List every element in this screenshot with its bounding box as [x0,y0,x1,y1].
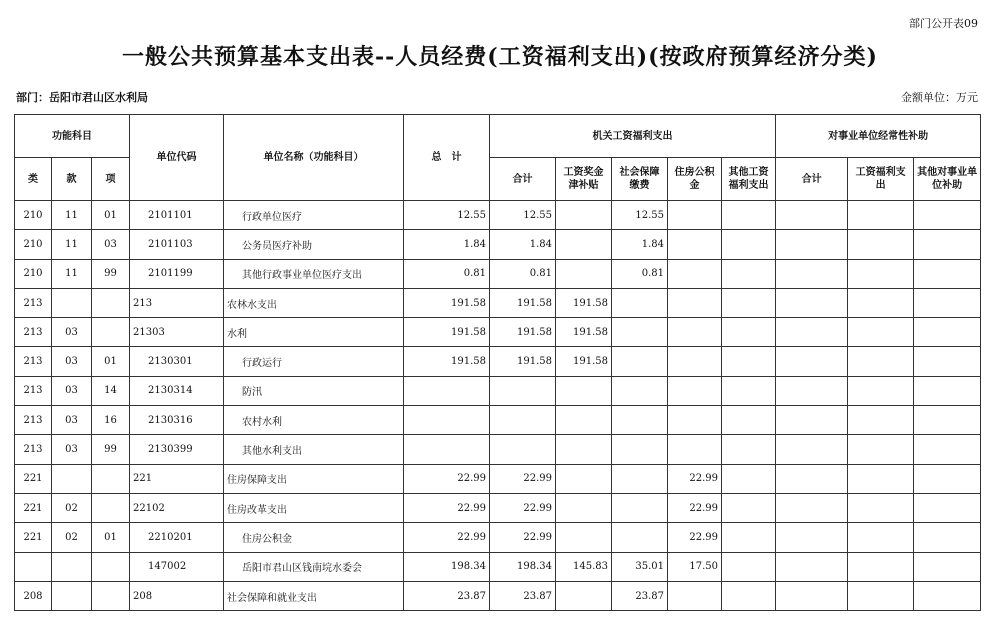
cell-org-other [722,552,776,581]
cell-name: 岳阳市君山区钱南垸水委会 [224,552,404,581]
cell-pub-other [914,230,981,259]
cell-pub-other [914,288,981,317]
cell-xiang: 14 [92,376,130,405]
cell-kuan: 03 [52,347,92,376]
cell-org-sum: 1.84 [490,230,556,259]
cell-pub-other [914,523,981,552]
cell-xiang [92,552,130,581]
cell-org-salary [556,406,612,435]
table-row [15,201,981,230]
cell-pub-welfare [848,288,914,317]
header-name: 单位名称（功能科目） [224,115,404,201]
header-pub-sum: 合计 [776,158,848,201]
cell-org-salary [556,201,612,230]
cell-org-social [612,435,668,464]
cell-pub-other [914,406,981,435]
cell-org-other [722,201,776,230]
table-row [15,581,981,610]
header-org-housing: 住房公积金 [668,158,722,201]
cell-org-social [612,347,668,376]
cell-org-other [722,523,776,552]
header-org-group: 机关工资福利支出 [490,115,776,158]
cell-xiang: 01 [92,347,130,376]
cell-pub-other [914,201,981,230]
cell-org-sum: 0.81 [490,259,556,288]
cell-name: 其他行政事业单位医疗支出 [224,259,404,288]
cell-org-social: 1.84 [612,230,668,259]
cell-pub-welfare [848,406,914,435]
cell-org-housing [668,318,722,347]
cell-pub-sum [776,288,848,317]
cell-org-housing: 22.99 [668,464,722,493]
cell-org-salary [556,581,612,610]
page-title: 一般公共预算基本支出表--人员经费(工资福利支出)(按政府预算经济分类) [122,44,878,70]
cell-pub-other [914,493,981,522]
header-org-sum: 合计 [490,158,556,201]
cell-xiang [92,464,130,493]
cell-org-other [722,230,776,259]
cell-code: 2130301 [130,347,224,376]
cell-pub-sum [776,230,848,259]
table-row [15,435,981,464]
cell-name: 农村水利 [224,406,404,435]
cell-name: 行政运行 [224,347,404,376]
cell-xiang: 01 [92,523,130,552]
cell-org-other [722,493,776,522]
cell-name: 公务员医疗补助 [224,230,404,259]
cell-xiang: 03 [92,230,130,259]
cell-total [404,435,490,464]
cell-org-social [612,523,668,552]
cell-org-social: 12.55 [612,201,668,230]
cell-pub-sum [776,347,848,376]
cell-total: 1.84 [404,230,490,259]
cell-pub-welfare [848,347,914,376]
cell-name: 农林水支出 [224,288,404,317]
cell-pub-sum [776,435,848,464]
cell-name: 行政单位医疗 [224,201,404,230]
header-lei: 类 [15,158,52,201]
cell-name: 水利 [224,318,404,347]
cell-org-social: 35.01 [612,552,668,581]
table-row [15,493,981,522]
cell-kuan: 11 [52,259,92,288]
cell-xiang [92,581,130,610]
table-row [15,552,981,581]
header-org-salary: 工资奖金津补贴 [556,158,612,201]
cell-kuan [52,288,92,317]
cell-org-sum: 22.99 [490,493,556,522]
header-xiang: 项 [92,158,130,201]
table-row [15,376,981,405]
cell-total: 22.99 [404,493,490,522]
cell-org-sum: 12.55 [490,201,556,230]
cell-total: 191.58 [404,288,490,317]
cell-code: 21303 [130,318,224,347]
cell-kuan: 03 [52,376,92,405]
table-row [15,288,981,317]
cell-lei: 213 [15,288,52,317]
cell-pub-welfare [848,523,914,552]
cell-pub-sum [776,581,848,610]
table-row [15,523,981,552]
cell-pub-other [914,318,981,347]
cell-name: 住房保障支出 [224,464,404,493]
cell-name: 其他水利支出 [224,435,404,464]
cell-code: 2101101 [130,201,224,230]
cell-code: 2101103 [130,230,224,259]
cell-kuan [52,552,92,581]
cell-org-salary [556,464,612,493]
cell-org-other [722,288,776,317]
cell-pub-welfare [848,259,914,288]
header-pub-group: 对事业单位经常性补助 [776,115,981,158]
cell-org-salary: 191.58 [556,347,612,376]
cell-pub-other [914,552,981,581]
cell-org-housing [668,435,722,464]
table-row [15,230,981,259]
cell-pub-welfare [848,493,914,522]
cell-total: 191.58 [404,318,490,347]
cell-lei: 221 [15,523,52,552]
cell-pub-welfare [848,201,914,230]
cell-org-social [612,288,668,317]
cell-org-other [722,376,776,405]
cell-org-housing [668,201,722,230]
cell-pub-sum [776,406,848,435]
cell-total: 23.87 [404,581,490,610]
cell-org-sum: 191.58 [490,347,556,376]
table-row [15,318,981,347]
cell-lei: 213 [15,376,52,405]
cell-xiang: 01 [92,201,130,230]
cell-total: 22.99 [404,464,490,493]
cell-org-housing [668,376,722,405]
cell-total: 12.55 [404,201,490,230]
cell-org-salary [556,493,612,522]
header-org-social: 社会保障缴费 [612,158,668,201]
cell-total [404,376,490,405]
cell-org-sum: 23.87 [490,581,556,610]
cell-lei: 213 [15,435,52,464]
cell-total: 198.34 [404,552,490,581]
cell-xiang [92,493,130,522]
amount-unit-label: 金额单位：万元 [901,91,978,104]
cell-org-other [722,347,776,376]
cell-org-sum: 191.58 [490,318,556,347]
cell-lei: 213 [15,347,52,376]
cell-org-sum: 191.58 [490,288,556,317]
cell-org-salary [556,435,612,464]
cell-org-housing [668,259,722,288]
cell-code: 221 [130,464,224,493]
table-row [15,406,981,435]
cell-name: 防汛 [224,376,404,405]
cell-code: 2130316 [130,406,224,435]
cell-kuan: 11 [52,230,92,259]
cell-org-salary: 191.58 [556,288,612,317]
header-total: 总 计 [404,115,490,201]
cell-total: 22.99 [404,523,490,552]
header-org-other: 其他工资福利支出 [722,158,776,201]
cell-org-sum: 22.99 [490,464,556,493]
cell-org-housing [668,406,722,435]
cell-kuan: 02 [52,523,92,552]
cell-org-salary [556,523,612,552]
cell-name: 住房改革支出 [224,493,404,522]
cell-lei: 213 [15,406,52,435]
cell-pub-welfare [848,435,914,464]
cell-pub-welfare [848,376,914,405]
cell-pub-sum [776,259,848,288]
cell-kuan: 03 [52,406,92,435]
cell-xiang: 16 [92,406,130,435]
cell-pub-welfare [848,230,914,259]
cell-xiang: 99 [92,259,130,288]
cell-kuan: 11 [52,201,92,230]
cell-total: 191.58 [404,347,490,376]
cell-pub-sum [776,552,848,581]
cell-code: 147002 [130,552,224,581]
cell-xiang: 99 [92,435,130,464]
header-code: 单位代码 [130,115,224,201]
cell-lei: 221 [15,464,52,493]
cell-pub-sum [776,201,848,230]
cell-pub-other [914,464,981,493]
cell-pub-sum [776,376,848,405]
cell-kuan [52,464,92,493]
cell-lei [15,552,52,581]
cell-org-salary [556,376,612,405]
cell-org-housing [668,347,722,376]
cell-kuan: 03 [52,435,92,464]
cell-pub-sum [776,523,848,552]
cell-pub-sum [776,318,848,347]
cell-pub-welfare [848,581,914,610]
cell-org-sum [490,435,556,464]
cell-code: 208 [130,581,224,610]
cell-pub-other [914,347,981,376]
header-pub-other: 其他对事业单位补助 [914,158,981,201]
cell-code: 213 [130,288,224,317]
cell-org-social [612,493,668,522]
cell-org-social: 0.81 [612,259,668,288]
cell-org-sum [490,406,556,435]
cell-pub-sum [776,464,848,493]
cell-lei: 210 [15,230,52,259]
header-func: 功能科目 [15,115,130,158]
cell-org-housing: 17.50 [668,552,722,581]
cell-kuan: 03 [52,318,92,347]
header-kuan: 款 [52,158,92,201]
table-row [15,259,981,288]
cell-org-social: 23.87 [612,581,668,610]
cell-name: 社会保障和就业支出 [224,581,404,610]
cell-code: 2210201 [130,523,224,552]
cell-org-other [722,406,776,435]
cell-lei: 210 [15,201,52,230]
cell-name: 住房公积金 [224,523,404,552]
cell-total: 0.81 [404,259,490,288]
cell-org-housing [668,230,722,259]
cell-pub-other [914,435,981,464]
department-label: 部门：岳阳市君山区水利局 [16,91,148,104]
cell-org-other [722,259,776,288]
cell-org-social [612,464,668,493]
cell-pub-other [914,376,981,405]
cell-xiang [92,288,130,317]
budget-table [14,114,981,611]
form-number: 部门公开表09 [909,17,978,30]
cell-org-other [722,464,776,493]
cell-org-salary: 191.58 [556,318,612,347]
cell-org-sum [490,376,556,405]
cell-code: 22102 [130,493,224,522]
cell-org-housing: 22.99 [668,523,722,552]
cell-org-social [612,406,668,435]
cell-kuan: 02 [52,493,92,522]
cell-pub-welfare [848,552,914,581]
cell-lei: 213 [15,318,52,347]
cell-lei: 221 [15,493,52,522]
cell-org-housing [668,288,722,317]
cell-org-sum: 198.34 [490,552,556,581]
table-row [15,347,981,376]
header-pub-welfare: 工资福利支出 [848,158,914,201]
cell-org-housing: 22.99 [668,493,722,522]
cell-kuan [52,581,92,610]
cell-org-other [722,581,776,610]
cell-total [404,406,490,435]
cell-code: 2130399 [130,435,224,464]
cell-org-housing [668,581,722,610]
table-row [15,464,981,493]
cell-org-salary [556,259,612,288]
cell-pub-sum [776,493,848,522]
cell-pub-welfare [848,318,914,347]
cell-org-other [722,435,776,464]
cell-lei: 210 [15,259,52,288]
cell-org-other [722,318,776,347]
cell-code: 2101199 [130,259,224,288]
cell-xiang [92,318,130,347]
cell-org-salary: 145.83 [556,552,612,581]
cell-lei: 208 [15,581,52,610]
cell-pub-other [914,581,981,610]
cell-org-social [612,318,668,347]
cell-org-salary [556,230,612,259]
cell-org-social [612,376,668,405]
cell-org-sum: 22.99 [490,523,556,552]
cell-pub-other [914,259,981,288]
cell-code: 2130314 [130,376,224,405]
cell-pub-welfare [848,464,914,493]
